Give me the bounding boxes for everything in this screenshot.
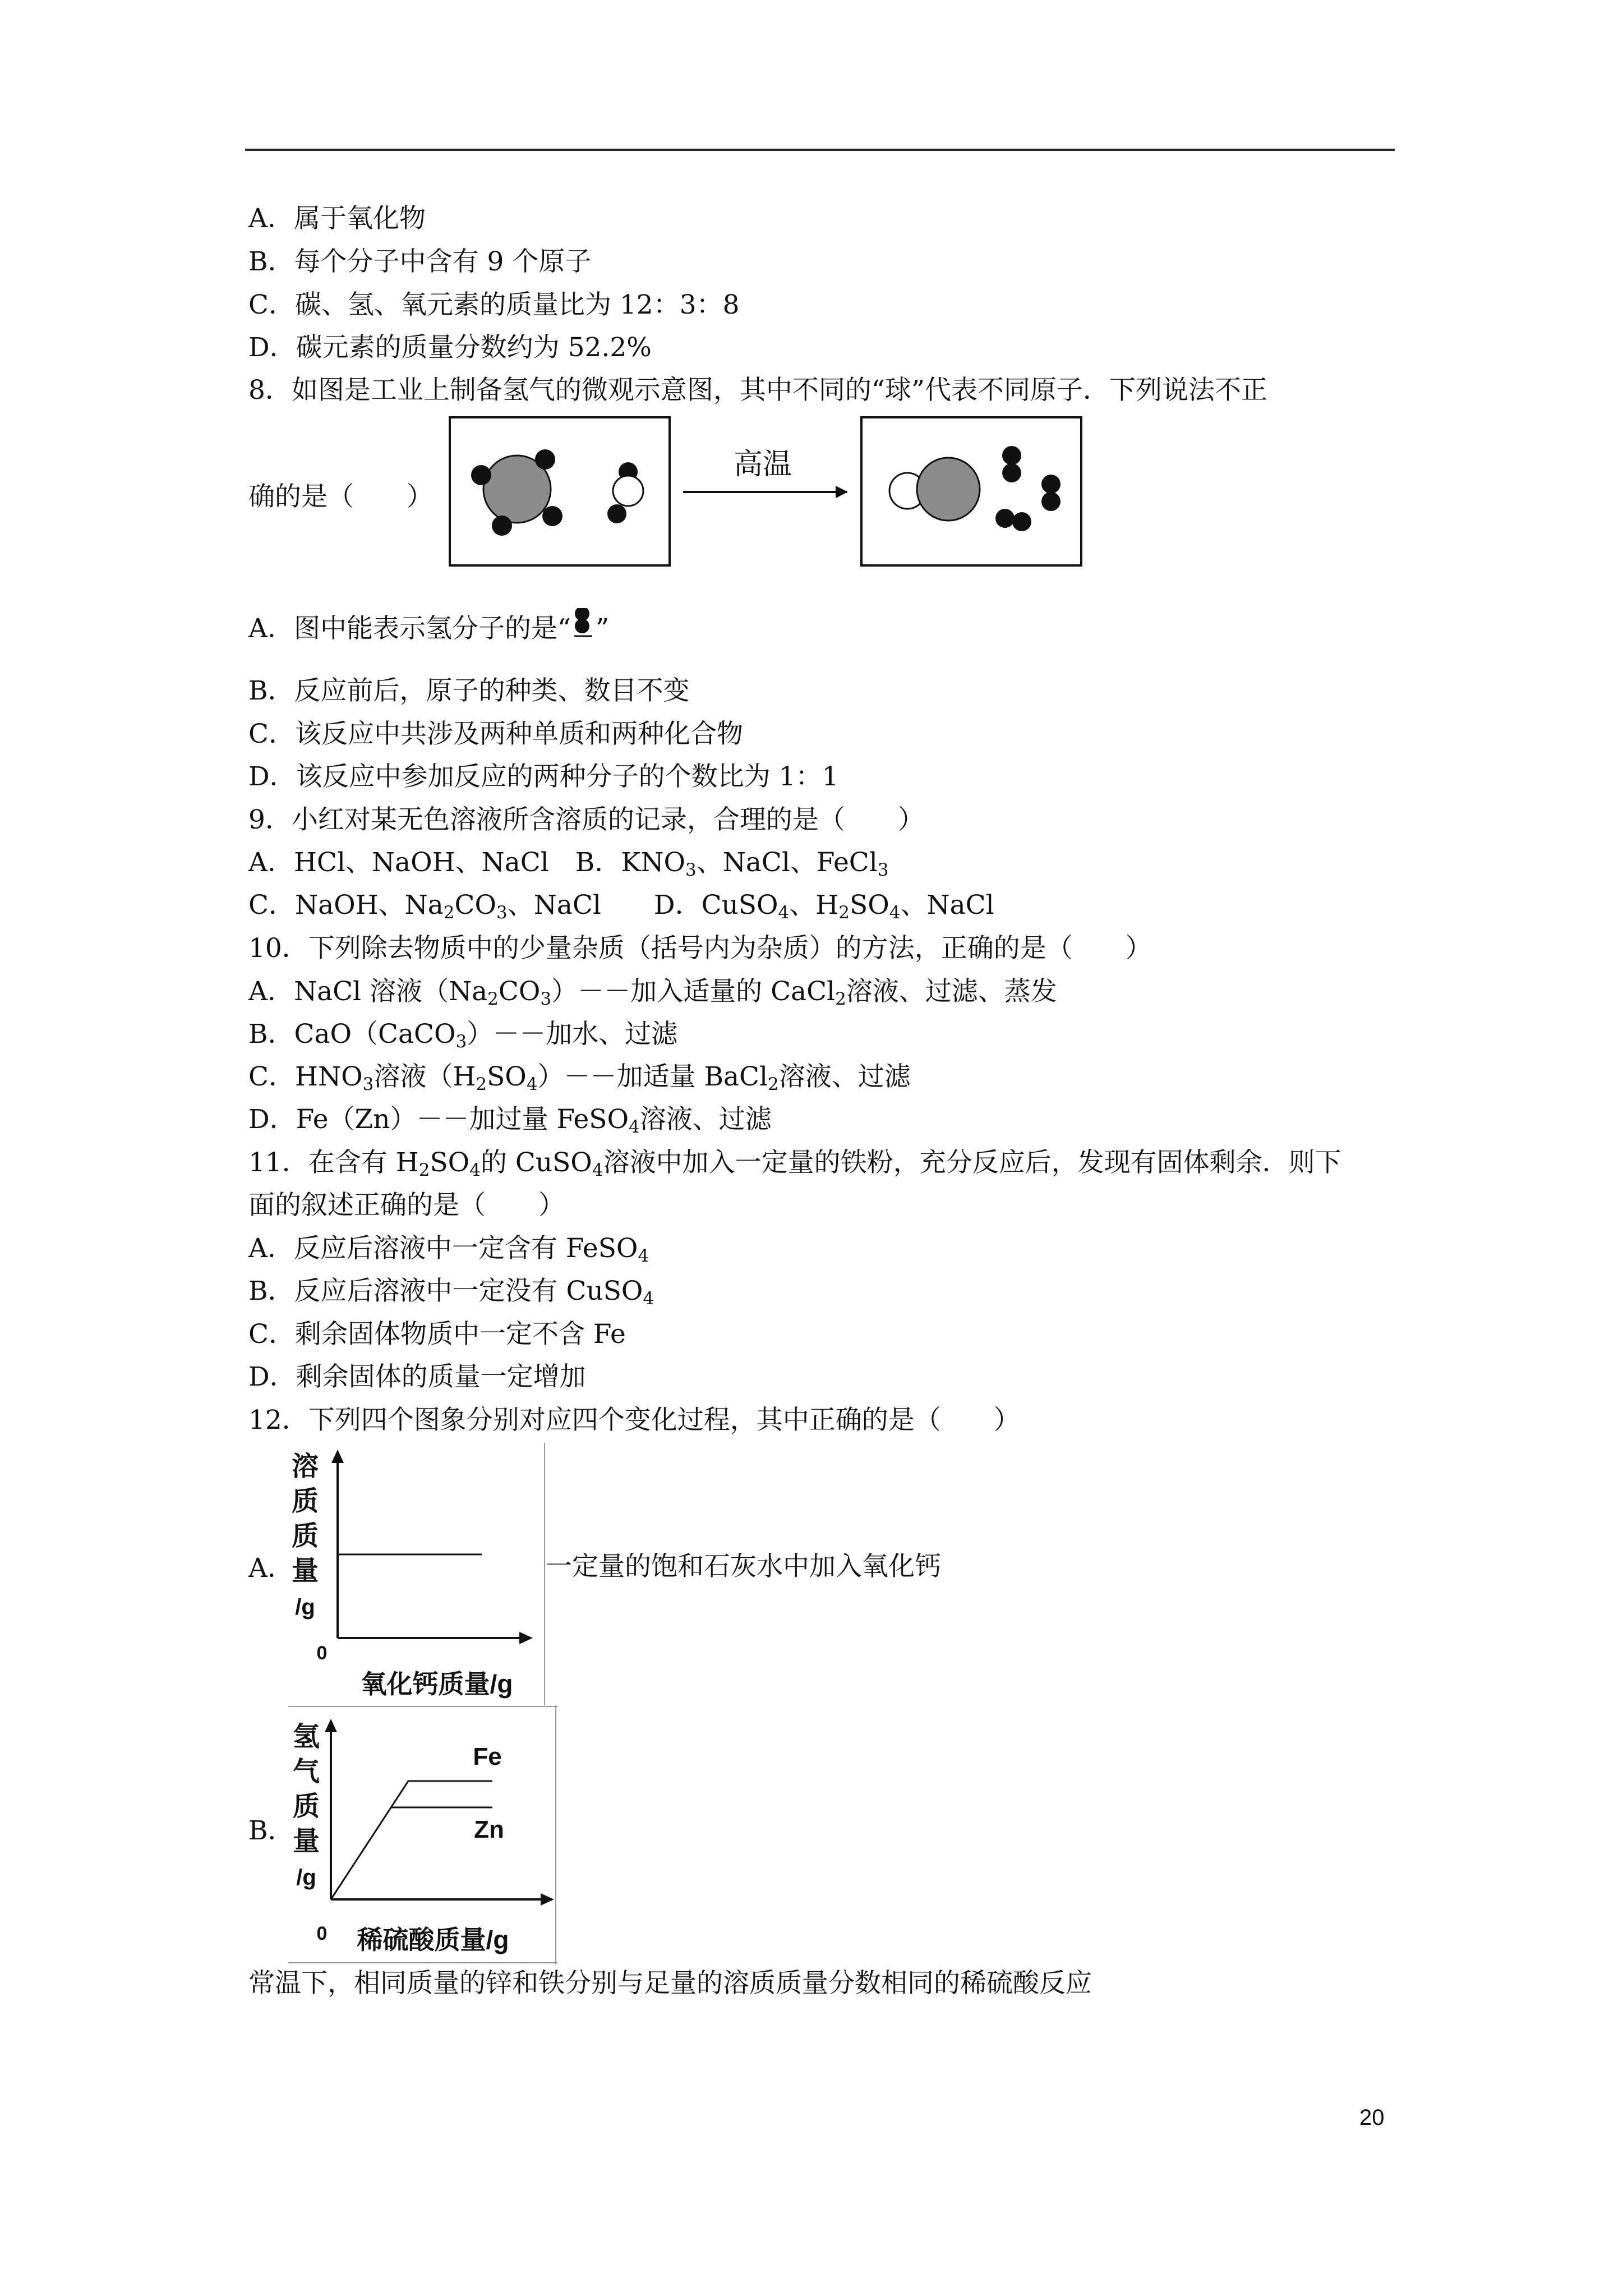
q7-option-c: C．碳、氢、氧元素的质量比为 12：3：8 (248, 289, 740, 320)
black-atom (492, 516, 512, 536)
hydrogen-molecule-icon (571, 608, 596, 642)
y-axis-label-char: 溶 (291, 1452, 319, 1481)
q10-stem: 10．下列除去物质中的少量杂质（括号内为杂质）的方法，正确的是（ ） (248, 933, 1152, 964)
header-rule (245, 149, 1395, 151)
q11-stem-line2: 面的叙述正确的是（ ） (248, 1190, 565, 1221)
q12-graph-a (288, 1443, 546, 1705)
x-axis-label: 稀硫酸质量/g (357, 1925, 509, 1954)
series-label-zn: Zn (474, 1816, 504, 1843)
q12-option-a-desc: 一定量的饱和石灰水中加入氧化钙 (546, 1551, 941, 1582)
q12-option-a-letter: A． (248, 1553, 294, 1584)
y-axis-label-unit: /g (295, 1595, 315, 1619)
x-axis-arrow (541, 1893, 554, 1906)
q8-stem-line2: 确的是（ ） (248, 481, 433, 512)
q11-option-d: D．剩余固体的质量一定增加 (248, 1361, 586, 1392)
x-axis-label: 氧化钙质量/g (361, 1669, 513, 1699)
q8-option-c: C．该反应中共涉及两种单质和两种化合物 (248, 719, 743, 749)
q11-option-b: B．反应后溶液中一定没有 CuSO$_4$ (248, 1276, 654, 1309)
q10-option-c: C．$HNO_3$溶液$(H_2SO_4)--$加适量 BaCl$_2$溶液、过滤 (248, 1061, 911, 1094)
q12-option-b-desc: 常温下，相同质量的锌和铁分别与足量的溶质质量分数相同的稀硫酸反应 (248, 1968, 1092, 1999)
q11-option-a: A．反应后溶液中一定含有 FeSO$_4$ (248, 1233, 649, 1266)
q7-option-a: A．属于氧化物 (248, 203, 426, 234)
q8-option-b: B．反应前后，原子的种类、数目不变 (248, 675, 690, 706)
black-atom (1041, 475, 1061, 494)
black-atom (1002, 446, 1021, 465)
black-atom (607, 504, 626, 523)
y-axis-label-char: 量 (291, 1556, 319, 1586)
y-axis-label-unit: /g (296, 1865, 316, 1890)
q8-option-a (248, 608, 609, 646)
black-atom (1002, 463, 1021, 482)
black-atom (995, 509, 1015, 528)
origin-label: 0 (316, 1923, 328, 1944)
series-label-fe: Fe (473, 1743, 502, 1770)
q9-options-ab: A．HCl、NaOH、NaCl B．$KNO_3$、NaCl、FeCl$_3$ (248, 847, 889, 880)
q8-option-a-close: ” (595, 613, 610, 644)
q8-option-d: D．该反应中参加反应的两种分子的个数比为 1：1 (248, 761, 839, 792)
y-axis-label-char: 质 (291, 1487, 319, 1516)
x-axis-arrow (519, 1632, 533, 1644)
y-axis-label-char: 氢 (292, 1722, 320, 1752)
q9-options-cd: C．NaOH、$Na_2CO_3$、NaCl D．CuSO$_4$、$H_2SO_4$、NaCl (248, 890, 994, 923)
q12-graph-b (288, 1705, 557, 1964)
black-atom (471, 465, 491, 485)
black-atom (1012, 512, 1031, 531)
black-atom (535, 449, 555, 470)
origin-label: 0 (316, 1642, 328, 1664)
q10-option-a: A．NaCl 溶液$(Na_2CO_3)--$加入适量的 CaCl$_2$溶液、过滤、蒸发 (248, 976, 1057, 1009)
q10-option-d: D．Fe（Zn）－－加过量 FeSO$_4$溶液、过滤 (248, 1104, 772, 1137)
y-axis-arrow (331, 1450, 344, 1463)
q10-option-b: B．CaO（CaCO$_3$）－－加水、过滤 (248, 1019, 678, 1052)
q11-option-c: C．剩余固体物质中一定不含 Fe (248, 1319, 626, 1350)
q12-stem: 12．下列四个图象分别对应四个变化过程，其中正确的是（ ） (248, 1405, 1020, 1435)
arrow-label: 高温 (733, 448, 792, 481)
q8-stem-line1: 8．如图是工业上制备氢气的微观示意图，其中不同的“球”代表不同原子．下列说法不正 (248, 375, 1267, 406)
y-axis-label-char: 质 (291, 1521, 319, 1551)
black-atom (542, 506, 562, 526)
y-axis-label-char: 气 (292, 1757, 320, 1787)
page-number: 20 (1359, 2105, 1385, 2130)
q7-option-b: B．每个分子中含有 9 个原子 (248, 246, 592, 277)
q12-option-b-letter: B． (248, 1815, 294, 1846)
q8-reaction-diagram (449, 416, 1094, 568)
q9-stem: 9．小红对某无色溶液所含溶质的记录，合理的是（ ） (248, 804, 924, 835)
black-atom (1041, 492, 1061, 511)
y-axis-label-char: 量 (292, 1826, 320, 1856)
series-line-fe (331, 1781, 492, 1899)
y-axis-label-char: 质 (292, 1792, 320, 1821)
q8-option-a-text: A．图中能表示氢分子的是“ (248, 613, 571, 644)
large-gray-atom (917, 458, 980, 521)
white-atom (613, 476, 643, 506)
q7-option-d: D．碳元素的质量分数约为 52.2% (248, 332, 652, 363)
q11-stem-line1: 11．在含有 $H_2SO_4$的 CuSO$_4$溶液中加入一定量的铁粉，充分反应后，发现有固体剩余．则下 (248, 1147, 1341, 1180)
y-axis-arrow (325, 1719, 337, 1732)
